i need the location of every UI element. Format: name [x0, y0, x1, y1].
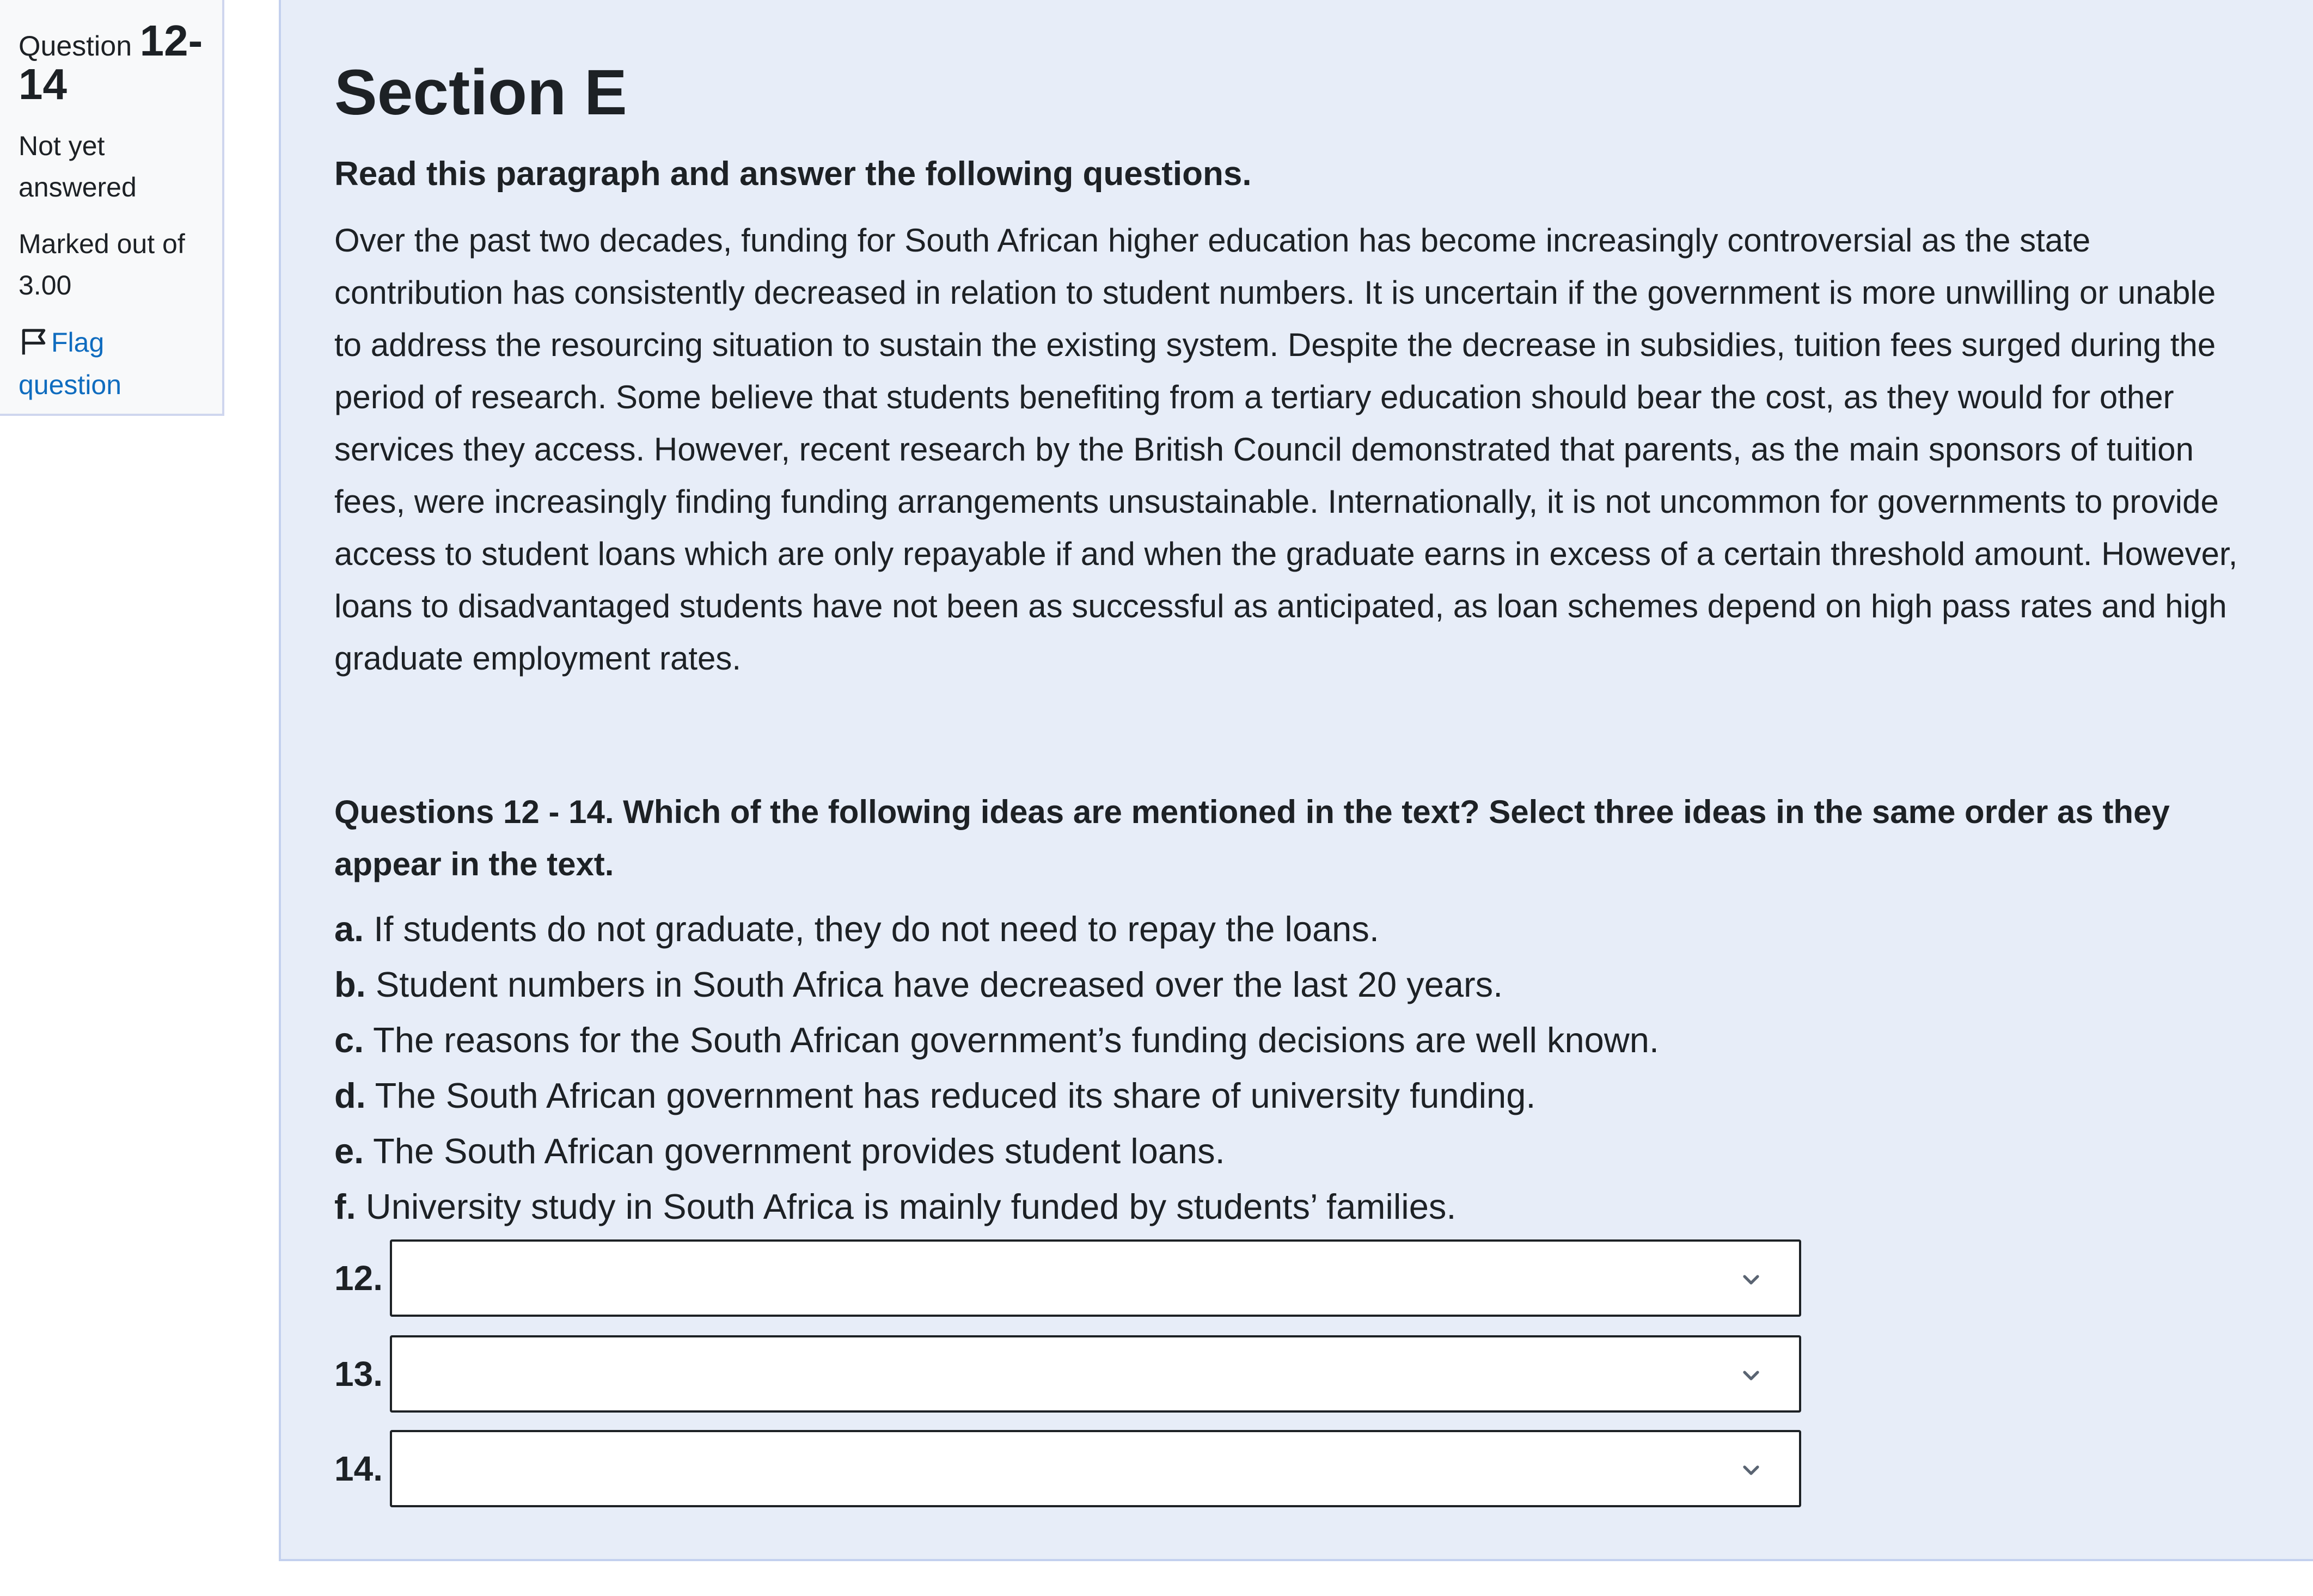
- reading-paragraph: Over the past two decades, funding for South African higher education has become increasingly controversial as the state contribution has consistently decreased in relation to student numbers. It is uncertain if the government is more unwilling or unable to address the resourcing situation to sustain the existing system. Despite the decrease in subsidies, tuition fees surged during the period of research. Some believe that students benefiting from a tertiary education should bear the cost, as they would for other services they access. However, recent research by the British Council demonstrated that parents, as the main sponsors of tuition fees, were increasingly finding funding arrangements unsustainable. Internationally, it is not uncommon for governments to provide access to student loans which are only repayable if and when the graduate earns in excess of a certain threshold amount. However, loans to disadvantaged students have not been as successful as anticipated, as loan schemes depend on high pass rates and high graduate employment rates.: [334, 222, 2238, 677]
- chevron-down-icon: [1740, 1365, 1762, 1386]
- options-list: [334, 901, 2313, 1235]
- option-e: [334, 1124, 2313, 1179]
- option-text: If students do not graduate, they do not need to repay the loans.: [364, 909, 1379, 949]
- answer-select-13[interactable]: [390, 1335, 1801, 1413]
- flag-question-label[interactable]: Flag question: [19, 327, 122, 400]
- flag-question-link[interactable]: [19, 321, 204, 406]
- instruction-text: Read this paragraph and answer the following questions.: [334, 155, 1252, 193]
- answer-select-14[interactable]: [390, 1430, 1801, 1507]
- option-text: The South African government provides student loans.: [364, 1131, 1225, 1171]
- option-letter: c.: [334, 1020, 364, 1060]
- answer-row-14: [334, 1429, 1801, 1508]
- option-a: [334, 901, 2313, 957]
- answer-row-13: [334, 1335, 1801, 1413]
- option-letter: b.: [334, 965, 366, 1004]
- answer-number: 13.: [334, 1354, 383, 1394]
- chevron-down-icon: [1740, 1459, 1762, 1481]
- question-info-panel: [0, 0, 224, 416]
- answer-number: 14.: [334, 1449, 383, 1488]
- question-number-value: 12-14: [19, 16, 203, 108]
- option-letter: a.: [334, 909, 364, 949]
- answer-select-12[interactable]: [390, 1239, 1801, 1317]
- question-number: [19, 16, 204, 109]
- option-d: [334, 1068, 2313, 1124]
- option-text: Student numbers in South Africa have decreased over the last 20 years.: [365, 965, 1503, 1004]
- option-b: [334, 957, 2313, 1012]
- question-label: Question: [19, 30, 132, 62]
- option-f: [334, 1179, 2313, 1235]
- question-content: [279, 0, 2313, 1561]
- chevron-down-icon: [1740, 1269, 1762, 1291]
- option-text: University study in South Africa is mainly funded by students’ families.: [356, 1187, 1457, 1226]
- question-prompt: Questions 12 - 14. Which of the following ideas are mentioned in the text? Select three ideas in the same order as they appear in the text.: [334, 794, 2170, 882]
- option-text: The South African government has reduced its share of university funding.: [365, 1076, 1536, 1115]
- question-state: Not yet answered: [19, 131, 137, 202]
- flag-icon: [19, 327, 49, 357]
- option-letter: f.: [334, 1187, 356, 1226]
- answer-row-12: [334, 1239, 1801, 1317]
- answer-number: 12.: [334, 1259, 383, 1298]
- section-title: Section E: [334, 57, 627, 128]
- question-grade: Marked out of 3.00: [19, 229, 185, 300]
- option-letter: d.: [334, 1076, 366, 1115]
- option-letter: e.: [334, 1131, 364, 1171]
- option-c: [334, 1012, 2313, 1068]
- option-text: The reasons for the South African government’s funding decisions are well known.: [364, 1020, 1659, 1060]
